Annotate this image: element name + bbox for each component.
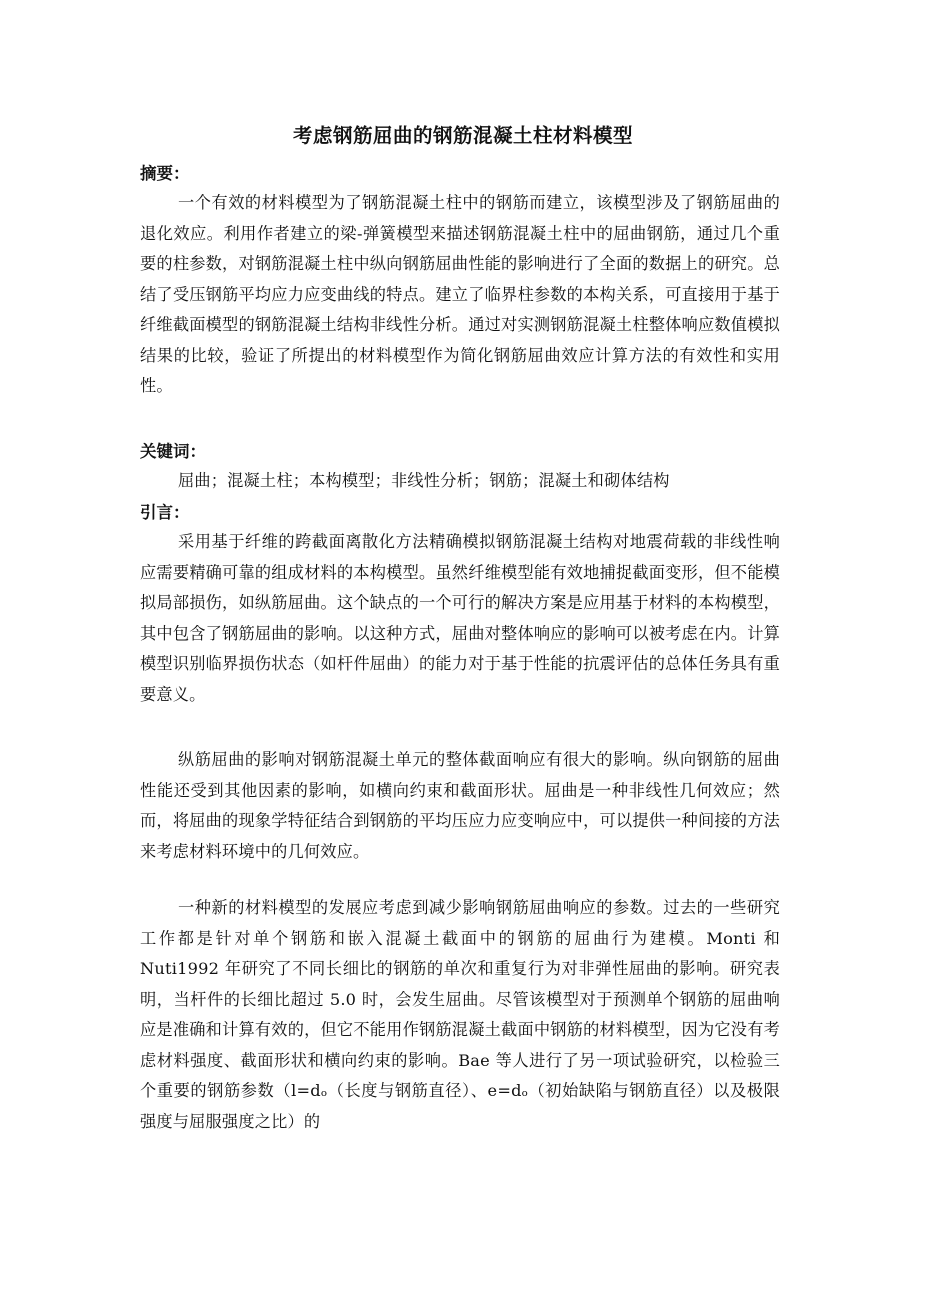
document-title: 考虑钢筋屈曲的钢筋混凝土柱材料模型: [292, 124, 633, 147]
abstract-paragraph: 一个有效的材料模型为了钢筋混凝土柱中的钢筋而建立，该模型涉及了钢筋屈曲的退化效应。利用作者建立的梁-弹簧模型来描述钢筋混凝土柱中的屈曲钢筋，通过几个重要的柱参数，对钢筋混凝土柱中纵向钢筋屈曲性能的影响进行了全面的数据上的研究。总结了受压钢筋平均应力应变曲线的特点。建立了临界柱参数的本构关系，可直接用于基于纤维截面模型的钢筋混凝土结构非线性分析。通过对实测钢筋混凝土柱整体响应数值模拟结果的比较，验证了所提出的材料模型作为简化钢筋屈曲效应计算方法的有效性和实用性。: [140, 193, 780, 395]
introduction-heading: 引言：: [140, 503, 190, 522]
keywords-paragraph: 屈曲；混凝土柱；本构模型；非线性分析；钢筋；混凝土和砌体结构: [178, 471, 670, 490]
keywords-heading: 关键词：: [140, 442, 206, 461]
introduction-paragraph: 纵筋屈曲的影响对钢筋混凝土单元的整体截面响应有很大的影响。纵向钢筋的屈曲性能还受到其他因素的影响，如横向约束和截面形状。屈曲是一种非线性几何效应；然而，将屈曲的现象学特征结合到钢筋的平均压应力应变响应中，可以提供一种间接的方法来考虑材料环境中的几何效应。: [140, 750, 780, 861]
introduction-paragraph: 一种新的材料模型的发展应考虑到减少影响钢筋屈曲响应的参数。过去的一些研究工作都是针对单个钢筋和嵌入混凝土截面中的钢筋的屈曲行为建模。Monti 和 Nuti1992 年研究了不同长细比的钢筋的单次和重复行为对非弹性屈曲的影响。研究表明，当杆件的长细比超过 5.0 时，会发生屈曲。尽管该模型对于预测单个钢筋的屈曲响应是准确和计算有效的，但它不能用作钢筋混凝土截面中钢筋的材料模型，因为它没有考虑材料强度、截面形状和横向约束的影响。Bae 等人进行了另一项试验研究，以检验三个重要的钢筋参数（l=dₒ（长度与钢筋直径）、e=dₒ（初始缺陷与钢筋直径）以及极限强度与屈服强度之比）的: [140, 898, 780, 1131]
abstract-heading: 摘要：: [140, 164, 190, 183]
introduction-paragraph: 采用基于纤维的跨截面离散化方法精确模拟钢筋混凝土结构对地震荷载的非线性响应需要精确可靠的组成材料的本构模型。虽然纤维模型能有效地捕捉截面变形，但不能模拟局部损伤，如纵筋屈曲。这个缺点的一个可行的解决方案是应用基于材料的本构模型，其中包含了钢筋屈曲的影响。以这种方式，屈曲对整体响应的影响可以被考虑在内。计算模型识别临界损伤状态（如杆件屈曲）的能力对于基于性能的抗震评估的总体任务具有重要意义。: [140, 532, 780, 704]
